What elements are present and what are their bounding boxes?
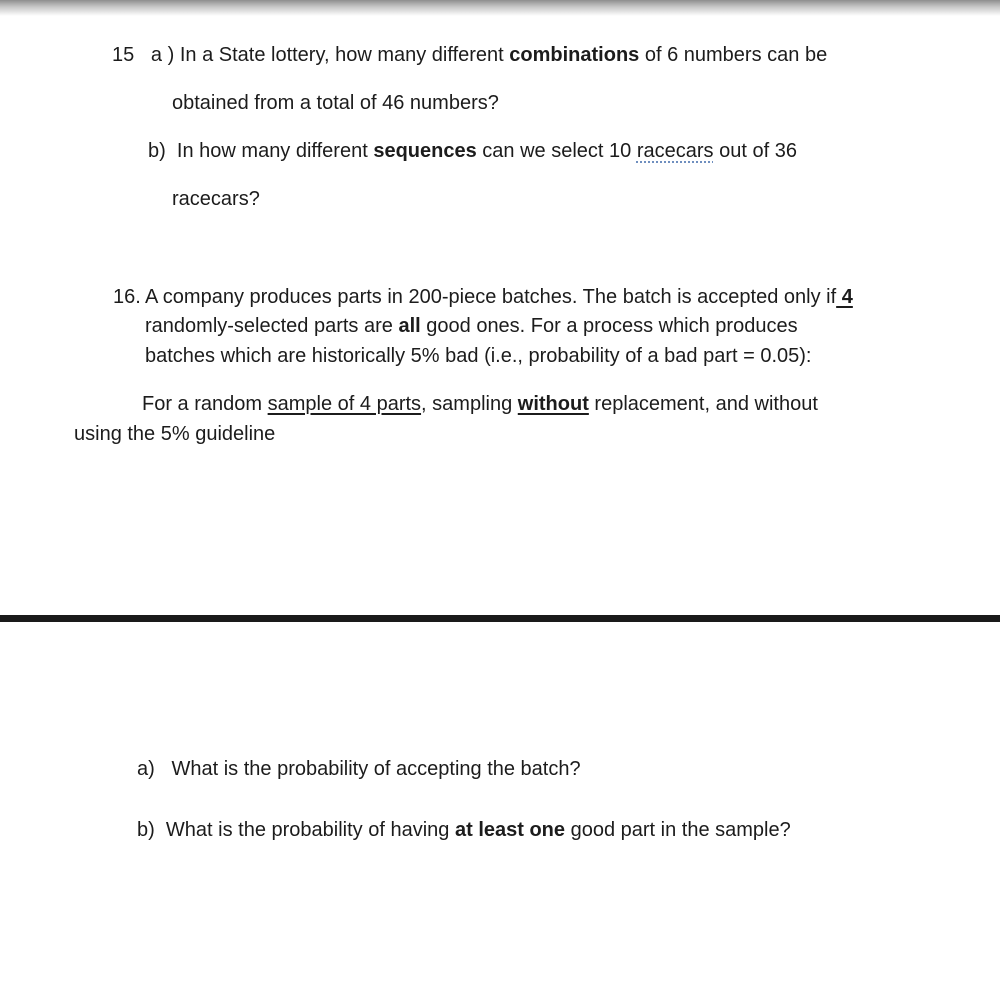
q16-sampling-text-1: For a random — [142, 393, 263, 415]
question-a-label: a) — [137, 758, 155, 780]
page-top-shadow — [0, 0, 1000, 16]
question-b — [137, 818, 791, 842]
q15-b-bold: sequences — [373, 140, 477, 162]
q16-sampling-without: without — [517, 393, 589, 415]
q15-b-line2: racecars? — [172, 188, 260, 210]
q15-b-text-3: out of 36 — [719, 140, 797, 162]
q15-a-text-1: In a State lottery, how many different — [179, 44, 504, 66]
question-b-bold: at least one — [454, 819, 566, 841]
q16-sampling-underlined: sample of 4 parts — [267, 393, 422, 415]
q16-line1-text: A company produces parts in 200-piece batches. The batch is accepted only if — [145, 286, 837, 308]
q16-line2 — [145, 314, 798, 338]
q15-b-text-2: can we select 10 — [482, 140, 632, 162]
q16-line2-bold: all — [398, 315, 421, 337]
q16-line1 — [145, 285, 853, 309]
q16-line3: batches which are historically 5% bad (i.e., probability of a bad part = 0.05): — [145, 345, 812, 367]
q15-a-line2: obtained from a total of 46 numbers? — [172, 92, 499, 114]
q16-line2-text-2: good ones. For a process which produces — [426, 315, 798, 337]
question-a-text: What is the probability of accepting the batch? — [171, 758, 581, 780]
q16-line2-text-1: randomly-selected parts are — [145, 315, 393, 337]
q15-a-label: a ) — [150, 44, 175, 66]
q15-number: 15 — [112, 44, 135, 66]
question-b-text-1: What is the probability of having — [165, 819, 450, 841]
q15-a-line1 — [112, 43, 827, 67]
q16-number: 16. — [113, 286, 141, 308]
q15-b-line1 — [148, 139, 797, 163]
page-divider — [0, 615, 1000, 622]
q15-a-bold: combinations — [509, 44, 640, 66]
q15-b-label: b) — [148, 140, 166, 162]
q15-b-dotted-word: racecars — [636, 140, 714, 162]
question-b-label: b) — [137, 819, 155, 841]
q16-sampling-text-2: , sampling — [421, 393, 513, 415]
q16-sampling-line1 — [142, 392, 818, 416]
q15-a-text-2: of 6 numbers can be — [644, 44, 828, 66]
question-a — [137, 757, 581, 781]
q16-sampling-text-3: replacement, and without — [594, 393, 818, 415]
question-b-text-2: good part in the sample? — [570, 819, 791, 841]
q15-b-text-1: In how many different — [176, 140, 368, 162]
q16-blank-value: 4 — [836, 286, 853, 308]
q16-sampling-line2: using the 5% guideline — [74, 423, 276, 445]
